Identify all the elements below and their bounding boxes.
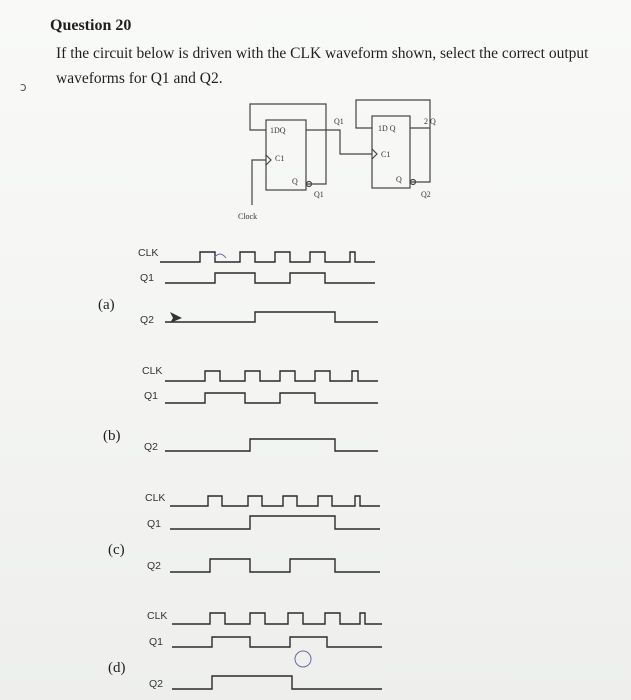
waveform-d-q1 <box>172 637 382 647</box>
cursor-mark-icon: ↄ <box>20 80 27 94</box>
question-text-line-1: If the circuit below is driven with the CLK waveform shown, select the correct output <box>56 45 589 62</box>
waveform-b-q1 <box>165 393 378 403</box>
waveform-c-q2 <box>170 559 380 572</box>
ff1-d-label: 1DQ <box>270 126 286 135</box>
signal-label-clk: CLK <box>145 492 166 504</box>
waveform-d-q2 <box>172 676 382 689</box>
option-c-label[interactable]: (c) <box>108 542 125 558</box>
signal-label-q1: Q1 <box>147 518 162 530</box>
signal-label-q1: Q1 <box>140 272 155 284</box>
pen-scribble-mark <box>214 254 226 258</box>
waveform-c-q1 <box>170 516 380 529</box>
ff2-out-label: Q2 <box>421 190 431 199</box>
question-title: Question 20 <box>50 17 132 34</box>
signal-label-q2: Q2 <box>149 678 164 690</box>
signal-label-q2: Q2 <box>144 441 159 453</box>
signal-label-q1: Q1 <box>144 390 159 402</box>
option-a-label[interactable]: (a) <box>98 297 115 313</box>
waveform-b-q2 <box>165 439 378 451</box>
signal-label-q2: Q2 <box>147 560 162 572</box>
waveform-a-q2 <box>165 312 378 322</box>
signal-label-clk: CLK <box>147 610 168 622</box>
clock-label: Clock <box>238 212 258 221</box>
waveform-c-clk <box>170 496 380 506</box>
signal-label-q2: Q2 <box>140 314 155 326</box>
option-b-label[interactable]: (b) <box>103 428 121 444</box>
ff1-clk-label: C1 <box>275 154 285 163</box>
option-d-label[interactable]: (d) <box>108 660 126 676</box>
ff2-q-label: 2 Q <box>424 117 436 126</box>
waveform-a-q1 <box>165 273 375 283</box>
ff1-qbar-label: Q <box>292 177 298 186</box>
ff2-d-label: 1D Q <box>378 124 396 133</box>
question-text-line-2: waveforms for Q1 and Q2. <box>56 70 223 87</box>
waveform-d-clk <box>172 613 382 624</box>
ff2-clk-label: C1 <box>381 150 391 159</box>
signal-label-clk: CLK <box>138 247 159 259</box>
pen-circle-mark <box>295 651 311 667</box>
ff1-q-label: Q1 <box>334 117 344 126</box>
signal-label-q1: Q1 <box>149 636 164 648</box>
ff1-out-label: Q1 <box>314 190 324 199</box>
waveform-b-clk <box>165 371 378 381</box>
ff2-qbar-label: Q <box>396 175 402 184</box>
waveform-a-clk <box>160 252 375 262</box>
signal-label-clk: CLK <box>142 365 163 377</box>
